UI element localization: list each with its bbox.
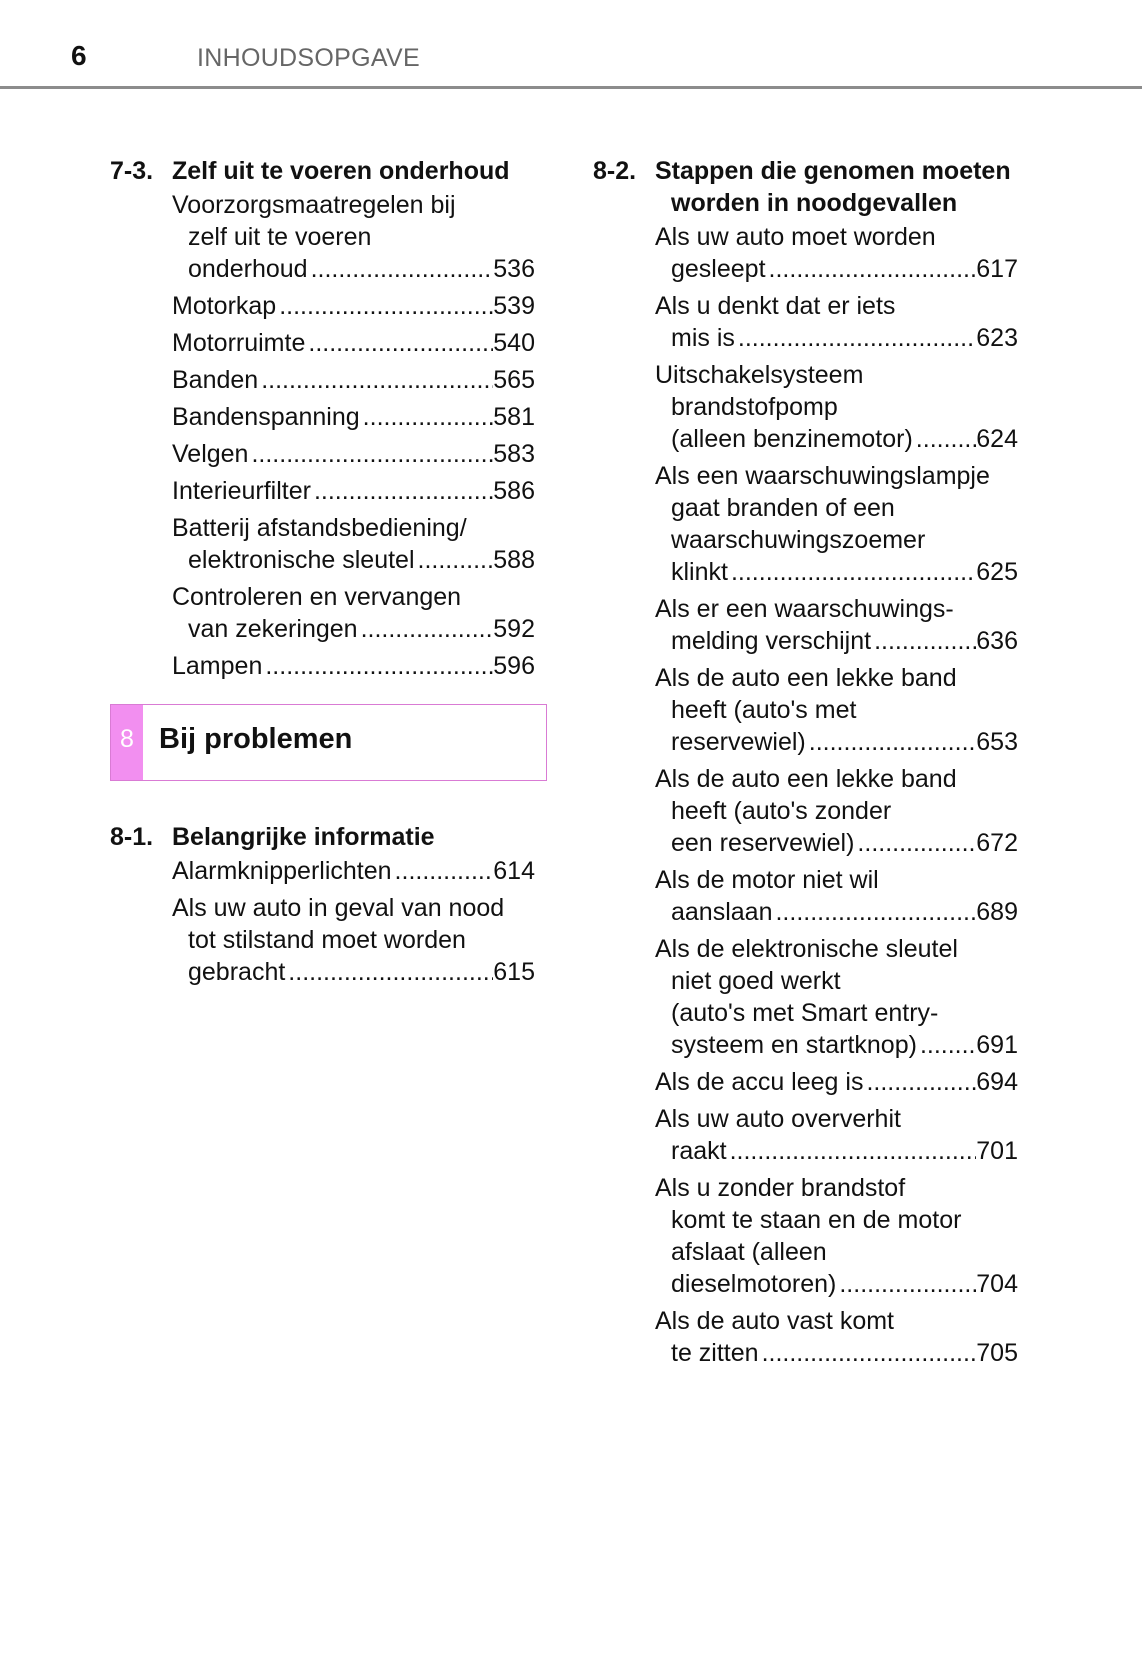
entry-text: (alleen benzinemotor)	[671, 425, 913, 453]
header-title: INHOUDSOPGAVE	[197, 44, 420, 72]
dot-leader	[766, 253, 977, 285]
page-ref: 617	[976, 255, 1018, 283]
dot-leader	[871, 625, 976, 657]
toc-entry[interactable]	[655, 763, 1018, 859]
entry-last-line	[172, 327, 535, 359]
chapter-tab	[111, 705, 143, 780]
entry-text: Motorkap	[172, 292, 277, 320]
page-ref: 583	[493, 440, 535, 468]
entry-text: raakt	[671, 1137, 727, 1165]
entry-last-line	[655, 726, 1018, 758]
entry-last-line	[172, 650, 535, 682]
page-ref: 586	[493, 477, 535, 505]
entry-last-line	[172, 613, 535, 645]
dot-leader	[735, 322, 976, 354]
toc-entry[interactable]	[655, 221, 1018, 285]
dot-leader	[727, 1135, 977, 1167]
toc-entry[interactable]	[172, 189, 535, 285]
toc-entry[interactable]	[172, 855, 535, 887]
section-number: 8-1.	[110, 823, 154, 851]
entry-text: afslaat (alleen	[671, 1238, 827, 1266]
toc-entry[interactable]	[172, 475, 535, 507]
entry-last-line	[172, 253, 535, 285]
left-column	[110, 155, 535, 993]
entry-text: Als de accu leeg is	[655, 1068, 864, 1096]
toc-entry[interactable]	[655, 1305, 1018, 1369]
dot-leader	[258, 364, 493, 396]
entry-text: Uitschakelsysteem	[655, 361, 864, 389]
entry-last-line	[172, 401, 535, 433]
entry-text: gebracht	[188, 958, 286, 986]
page-ref: 539	[493, 292, 535, 320]
entry-text: Als u zonder brandstof	[655, 1174, 906, 1202]
entry-last-line	[172, 855, 535, 887]
dot-leader	[305, 327, 493, 359]
dot-leader	[836, 1268, 976, 1300]
page-ref: 588	[493, 546, 535, 574]
toc-entry[interactable]	[655, 359, 1018, 455]
entry-text: waarschuwingszoemer	[671, 526, 926, 554]
entry-last-line	[172, 475, 535, 507]
page-ref: 705	[976, 1339, 1018, 1367]
dot-leader	[262, 650, 493, 682]
section-title-line: worden in noodgevallen	[671, 189, 958, 217]
entry-text: Alarmknipperlichten	[172, 857, 392, 885]
toc-entry[interactable]	[172, 438, 535, 470]
dot-leader	[863, 1066, 976, 1098]
chapter-banner[interactable]	[110, 704, 547, 781]
entry-text: Controleren en vervangen	[172, 583, 462, 611]
entry-text: Als de auto een lekke band	[655, 765, 957, 793]
entry-text: Als de motor niet wil	[655, 866, 879, 894]
entry-text: elektronische sleutel	[188, 546, 415, 574]
page-ref: 536	[493, 255, 535, 283]
entry-last-line	[655, 625, 1018, 657]
entry-text: onderhoud	[188, 255, 308, 283]
page-ref: 625	[976, 558, 1018, 586]
dot-leader	[311, 475, 493, 507]
page-ref: 691	[976, 1031, 1018, 1059]
entry-last-line	[172, 544, 535, 576]
entry-last-line	[172, 956, 535, 988]
entry-last-line	[655, 322, 1018, 354]
page-ref: 689	[976, 898, 1018, 926]
dot-leader	[854, 827, 976, 859]
toc-entry[interactable]	[655, 1172, 1018, 1300]
entry-text: Banden	[172, 366, 259, 394]
page-ref: 672	[976, 829, 1018, 857]
page-header	[0, 0, 1142, 90]
header-divider	[0, 86, 1142, 89]
entry-text: heeft (auto's zonder	[671, 797, 892, 825]
page-ref: 592	[493, 615, 535, 643]
entry-text: mis is	[671, 324, 735, 352]
section-heading-7-3[interactable]	[110, 155, 535, 187]
section-heading-8-2[interactable]	[593, 155, 1018, 219]
entry-text: zelf uit te voeren	[188, 223, 372, 251]
toc-entry[interactable]	[655, 460, 1018, 588]
page-ref: 704	[976, 1270, 1018, 1298]
toc-entry[interactable]	[655, 662, 1018, 758]
section-title	[655, 155, 1018, 219]
entry-text: Als u denkt dat er iets	[655, 292, 896, 320]
toc-entry[interactable]	[172, 581, 535, 645]
entry-text: (auto's met Smart entry-	[671, 999, 939, 1027]
entry-last-line	[172, 438, 535, 470]
page-ref: 624	[976, 425, 1018, 453]
entry-text: Batterij afstandsbediening/	[172, 514, 467, 542]
entry-text: melding verschijnt	[671, 627, 872, 655]
entry-last-line	[655, 1268, 1018, 1300]
entry-last-line	[655, 896, 1018, 928]
page-ref: 565	[493, 366, 535, 394]
entry-text: Motorruimte	[172, 329, 306, 357]
dot-leader	[415, 544, 494, 576]
page-ref: 701	[976, 1137, 1018, 1165]
dot-leader	[392, 855, 494, 887]
toc-entry[interactable]	[172, 290, 535, 322]
dot-leader	[806, 726, 977, 758]
entry-last-line	[655, 827, 1018, 859]
toc-entry[interactable]	[172, 512, 535, 576]
dot-leader	[728, 556, 976, 588]
dot-leader	[772, 896, 976, 928]
dot-leader	[285, 956, 493, 988]
right-column	[593, 155, 1018, 1374]
entry-text: systeem en startknop)	[671, 1031, 917, 1059]
entry-text: Interieurfilter	[172, 477, 311, 505]
entry-text: te zitten	[671, 1339, 759, 1367]
toc-entry[interactable]	[172, 401, 535, 433]
entry-text: Bandenspanning	[172, 403, 360, 431]
dot-leader	[308, 253, 494, 285]
chapter-title: Bij problemen	[159, 723, 353, 755]
page-ref: 623	[976, 324, 1018, 352]
toc-entry[interactable]	[655, 864, 1018, 928]
toc-entry[interactable]	[655, 1103, 1018, 1167]
entry-text: reservewiel)	[671, 728, 806, 756]
entry-text: Als een waarschuwingslampje	[655, 462, 990, 490]
entry-last-line	[172, 364, 535, 396]
entry-last-line	[655, 556, 1018, 588]
page-number: 6	[71, 40, 87, 71]
entry-text: klinkt	[671, 558, 728, 586]
page-ref: 540	[493, 329, 535, 357]
entry-last-line	[172, 290, 535, 322]
toc-entry[interactable]	[655, 290, 1018, 354]
page-ref: 614	[493, 857, 535, 885]
entry-text: heeft (auto's met	[671, 696, 857, 724]
entry-last-line	[655, 1029, 1018, 1061]
entry-last-line	[655, 253, 1018, 285]
entry-text: gesleept	[671, 255, 766, 283]
page-ref: 615	[493, 958, 535, 986]
entry-text: tot stilstand moet worden	[188, 926, 466, 954]
entry-last-line	[655, 1066, 1018, 1098]
toc-entry[interactable]	[172, 364, 535, 396]
entry-last-line	[655, 423, 1018, 455]
entry-text: van zekeringen	[188, 615, 358, 643]
entry-text: gaat branden of een	[671, 494, 895, 522]
section-number: 7-3.	[110, 157, 154, 185]
section-title: Belangrijke informatie	[172, 823, 435, 851]
entry-text: Als de auto vast komt	[655, 1307, 895, 1335]
entry-text: dieselmotoren)	[671, 1270, 837, 1298]
page-ref: 636	[976, 627, 1018, 655]
dot-leader	[759, 1337, 977, 1369]
entry-text: Als de auto een lekke band	[655, 664, 957, 692]
dot-leader	[360, 401, 494, 433]
chapter-number: 8	[120, 725, 134, 753]
section-title-line: Stappen die genomen moeten	[655, 157, 1011, 185]
entry-text: niet goed werkt	[671, 967, 841, 995]
section-heading-8-1[interactable]	[110, 821, 535, 853]
entry-text: aanslaan	[671, 898, 773, 926]
entry-text: Als uw auto moet worden	[655, 223, 936, 251]
entry-text: Lampen	[172, 652, 263, 680]
entry-text: Voorzorgsmaatregelen bij	[172, 191, 456, 219]
dot-leader	[358, 613, 494, 645]
entry-text: Als uw auto in geval van nood	[172, 894, 505, 922]
entry-text: Velgen	[172, 440, 249, 468]
entry-last-line	[655, 1135, 1018, 1167]
section-title: Zelf uit te voeren onderhoud	[172, 157, 510, 185]
toc-entry[interactable]	[655, 1066, 1018, 1098]
toc-entry[interactable]	[172, 892, 535, 988]
page-ref: 581	[493, 403, 535, 431]
entry-last-line	[655, 1337, 1018, 1369]
entry-text: een reservewiel)	[671, 829, 855, 857]
entry-text: komt te staan en de motor	[671, 1206, 962, 1234]
page-ref: 653	[976, 728, 1018, 756]
toc-entry[interactable]	[172, 327, 535, 359]
dot-leader	[248, 438, 493, 470]
dot-leader	[276, 290, 493, 322]
page-ref: 596	[493, 652, 535, 680]
entry-text: Als er een waarschuwings-	[655, 595, 954, 623]
toc-entry[interactable]	[172, 650, 535, 682]
entry-text: Als uw auto oververhit	[655, 1105, 901, 1133]
dot-leader	[917, 1029, 976, 1061]
toc-entry[interactable]	[655, 933, 1018, 1061]
page-ref: 694	[976, 1068, 1018, 1096]
entry-text: brandstofpomp	[671, 393, 838, 421]
entry-text: Als de elektronische sleutel	[655, 935, 958, 963]
dot-leader	[913, 423, 976, 455]
section-number: 8-2.	[593, 157, 637, 185]
toc-entry[interactable]	[655, 593, 1018, 657]
